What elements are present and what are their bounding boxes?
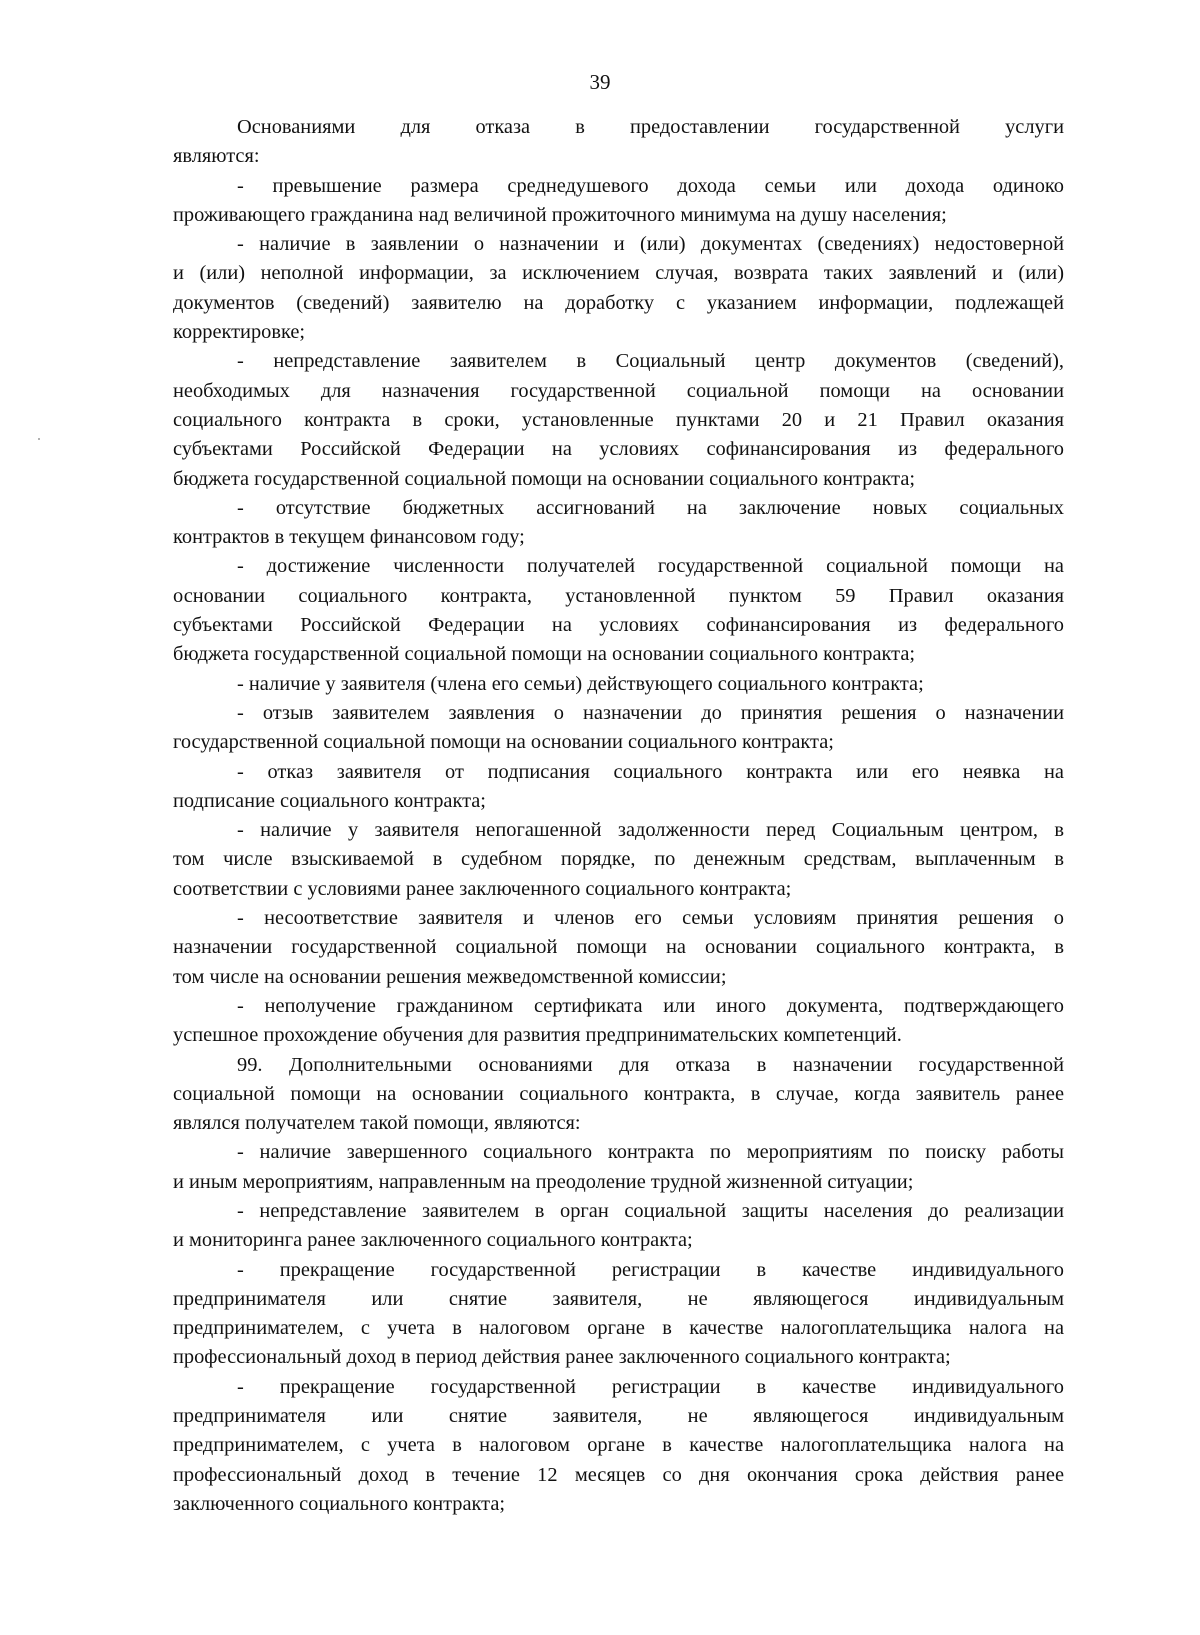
text-line-item10-1: - несоответствие заявителя и членов его семьи условиям принятия решения о	[237, 907, 1064, 930]
text-line-item11-2: успешное прохождение обучения для развития предпринимательских компетенций.	[173, 1024, 902, 1047]
text-line-item13-2: и мониторинга ранее заключенного социального контракта;	[173, 1229, 693, 1252]
text-line-item15-4: профессиональный доход в течение 12 месяцев со дня окончания срока действия ранее	[173, 1463, 1064, 1486]
text-line-item14-3: предпринимателем, с учета в налоговом органе в качестве налогоплательщика налога на	[173, 1317, 1064, 1340]
text-line-item3-5: бюджета государственной социальной помощи на основании социального контракта;	[173, 467, 916, 490]
text-line-item5-4: бюджета государственной социальной помощи на основании социального контракта;	[173, 643, 916, 666]
text-line-p99-1: 99. Дополнительными основаниями для отказа в назначении государственной	[237, 1053, 1064, 1076]
text-line-item2-2: и (или) неполной информации, за исключением случая, возврата таких заявлений и (или)	[173, 262, 1064, 285]
text-line-item3-2: необходимых для назначения государственной социальной помощи на основании	[173, 379, 1064, 402]
text-line-item9-2: том числе взыскиваемой в судебном порядке, по денежным средствам, выплаченным в	[173, 848, 1064, 871]
text-line-item7-1: - отзыв заявителем заявления о назначении до принятия решения о назначении	[237, 701, 1064, 724]
text-line-intro-1: Основаниями для отказа в предоставлении государственной услуги	[237, 116, 1064, 138]
text-line-item7-2: государственной социальной помощи на основании социального контракта;	[173, 731, 834, 754]
document-body	[173, 113, 1064, 1519]
scan-speck	[38, 438, 40, 440]
text-line-item12-1: - наличие завершенного социального контракта по мероприятиям по поиску работы	[237, 1141, 1064, 1164]
text-line-item4-2: контрактов в текущем финансовом году;	[173, 526, 525, 549]
text-line-item14-2: предпринимателя или снятие заявителя, не являющегося индивидуальным	[173, 1287, 1064, 1310]
text-line-item10-3: том числе на основании решения межведомственной комиссии;	[173, 965, 727, 988]
text-line-item14-1: - прекращение государственной регистрации в качестве индивидуального	[237, 1258, 1064, 1281]
text-line-item6-1: - наличие у заявителя (члена его семьи) действующего социального контракта;	[237, 672, 924, 695]
text-line-item8-2: подписание социального контракта;	[173, 789, 486, 812]
text-line-item10-2: назначении государственной социальной помощи на основании социального контракта, в	[173, 936, 1064, 959]
text-line-item9-1: - наличие у заявителя непогашенной задолженности перед Социальным центром, в	[237, 819, 1064, 842]
text-line-item3-4: субъектами Российской Федерации на условиях софинансирования из федерального	[173, 438, 1064, 461]
text-line-item2-1: - наличие в заявлении о назначении и (или) документах (сведениях) недостоверной	[237, 233, 1064, 256]
text-line-item8-1: - отказ заявителя от подписания социального контракта или его неявка на	[237, 760, 1064, 783]
text-line-item5-2: основании социального контракта, установленной пунктом 59 Правил оказания	[173, 584, 1064, 607]
text-line-p99-2: социальной помощи на основании социального контракта, в случае, когда заявитель ранее	[173, 1082, 1064, 1105]
text-line-item5-1: - достижение численности получателей государственной социальной помощи на	[237, 555, 1064, 578]
text-line-item14-4: профессиональный доход в период действия ранее заключенного социального контракта;	[173, 1346, 951, 1369]
text-line-intro-2: являются:	[173, 145, 260, 168]
text-line-item9-3: соответствии с условиями ранее заключенного социального контракта;	[173, 877, 792, 900]
text-line-item12-2: и иным мероприятиям, направленным на преодоление трудной жизненной ситуации;	[173, 1170, 914, 1193]
text-line-item11-1: - неполучение гражданином сертификата или иного документа, подтверждающего	[237, 994, 1064, 1017]
text-line-item5-3: субъектами Российской Федерации на условиях софинансирования из федерального	[173, 614, 1064, 637]
text-line-item2-4: корректировке;	[173, 321, 306, 344]
text-line-item13-1: - непредставление заявителем в орган социальной защиты населения до реализации	[237, 1199, 1064, 1222]
page-number: 39	[589, 70, 611, 94]
text-line-item3-1: - непредставление заявителем в Социальный центр документов (сведений),	[237, 350, 1064, 373]
text-line-item15-2: предпринимателя или снятие заявителя, не являющегося индивидуальным	[173, 1405, 1064, 1428]
text-line-p99-3: являлся получателем такой помощи, являются:	[173, 1112, 581, 1135]
text-line-item15-1: - прекращение государственной регистрации в качестве индивидуального	[237, 1375, 1064, 1398]
text-line-item1-1: - превышение размера среднедушевого дохода семьи или дохода одиноко	[237, 174, 1064, 197]
text-line-item1-2: проживающего гражданина над величиной прожиточного минимума на душу населения;	[173, 203, 947, 226]
text-line-item2-3: документов (сведений) заявителю на доработку с указанием информации, подлежащей	[173, 291, 1064, 314]
text-line-item3-3: социального контракта в сроки, установленные пунктами 20 и 21 Правил оказания	[173, 408, 1064, 431]
text-line-item15-3: предпринимателем, с учета в налоговом органе в качестве налогоплательщика налога на	[173, 1434, 1064, 1457]
text-line-item4-1: - отсутствие бюджетных ассигнований на заключение новых социальных	[237, 496, 1064, 519]
text-line-item15-5: заключенного социального контракта;	[173, 1492, 506, 1515]
